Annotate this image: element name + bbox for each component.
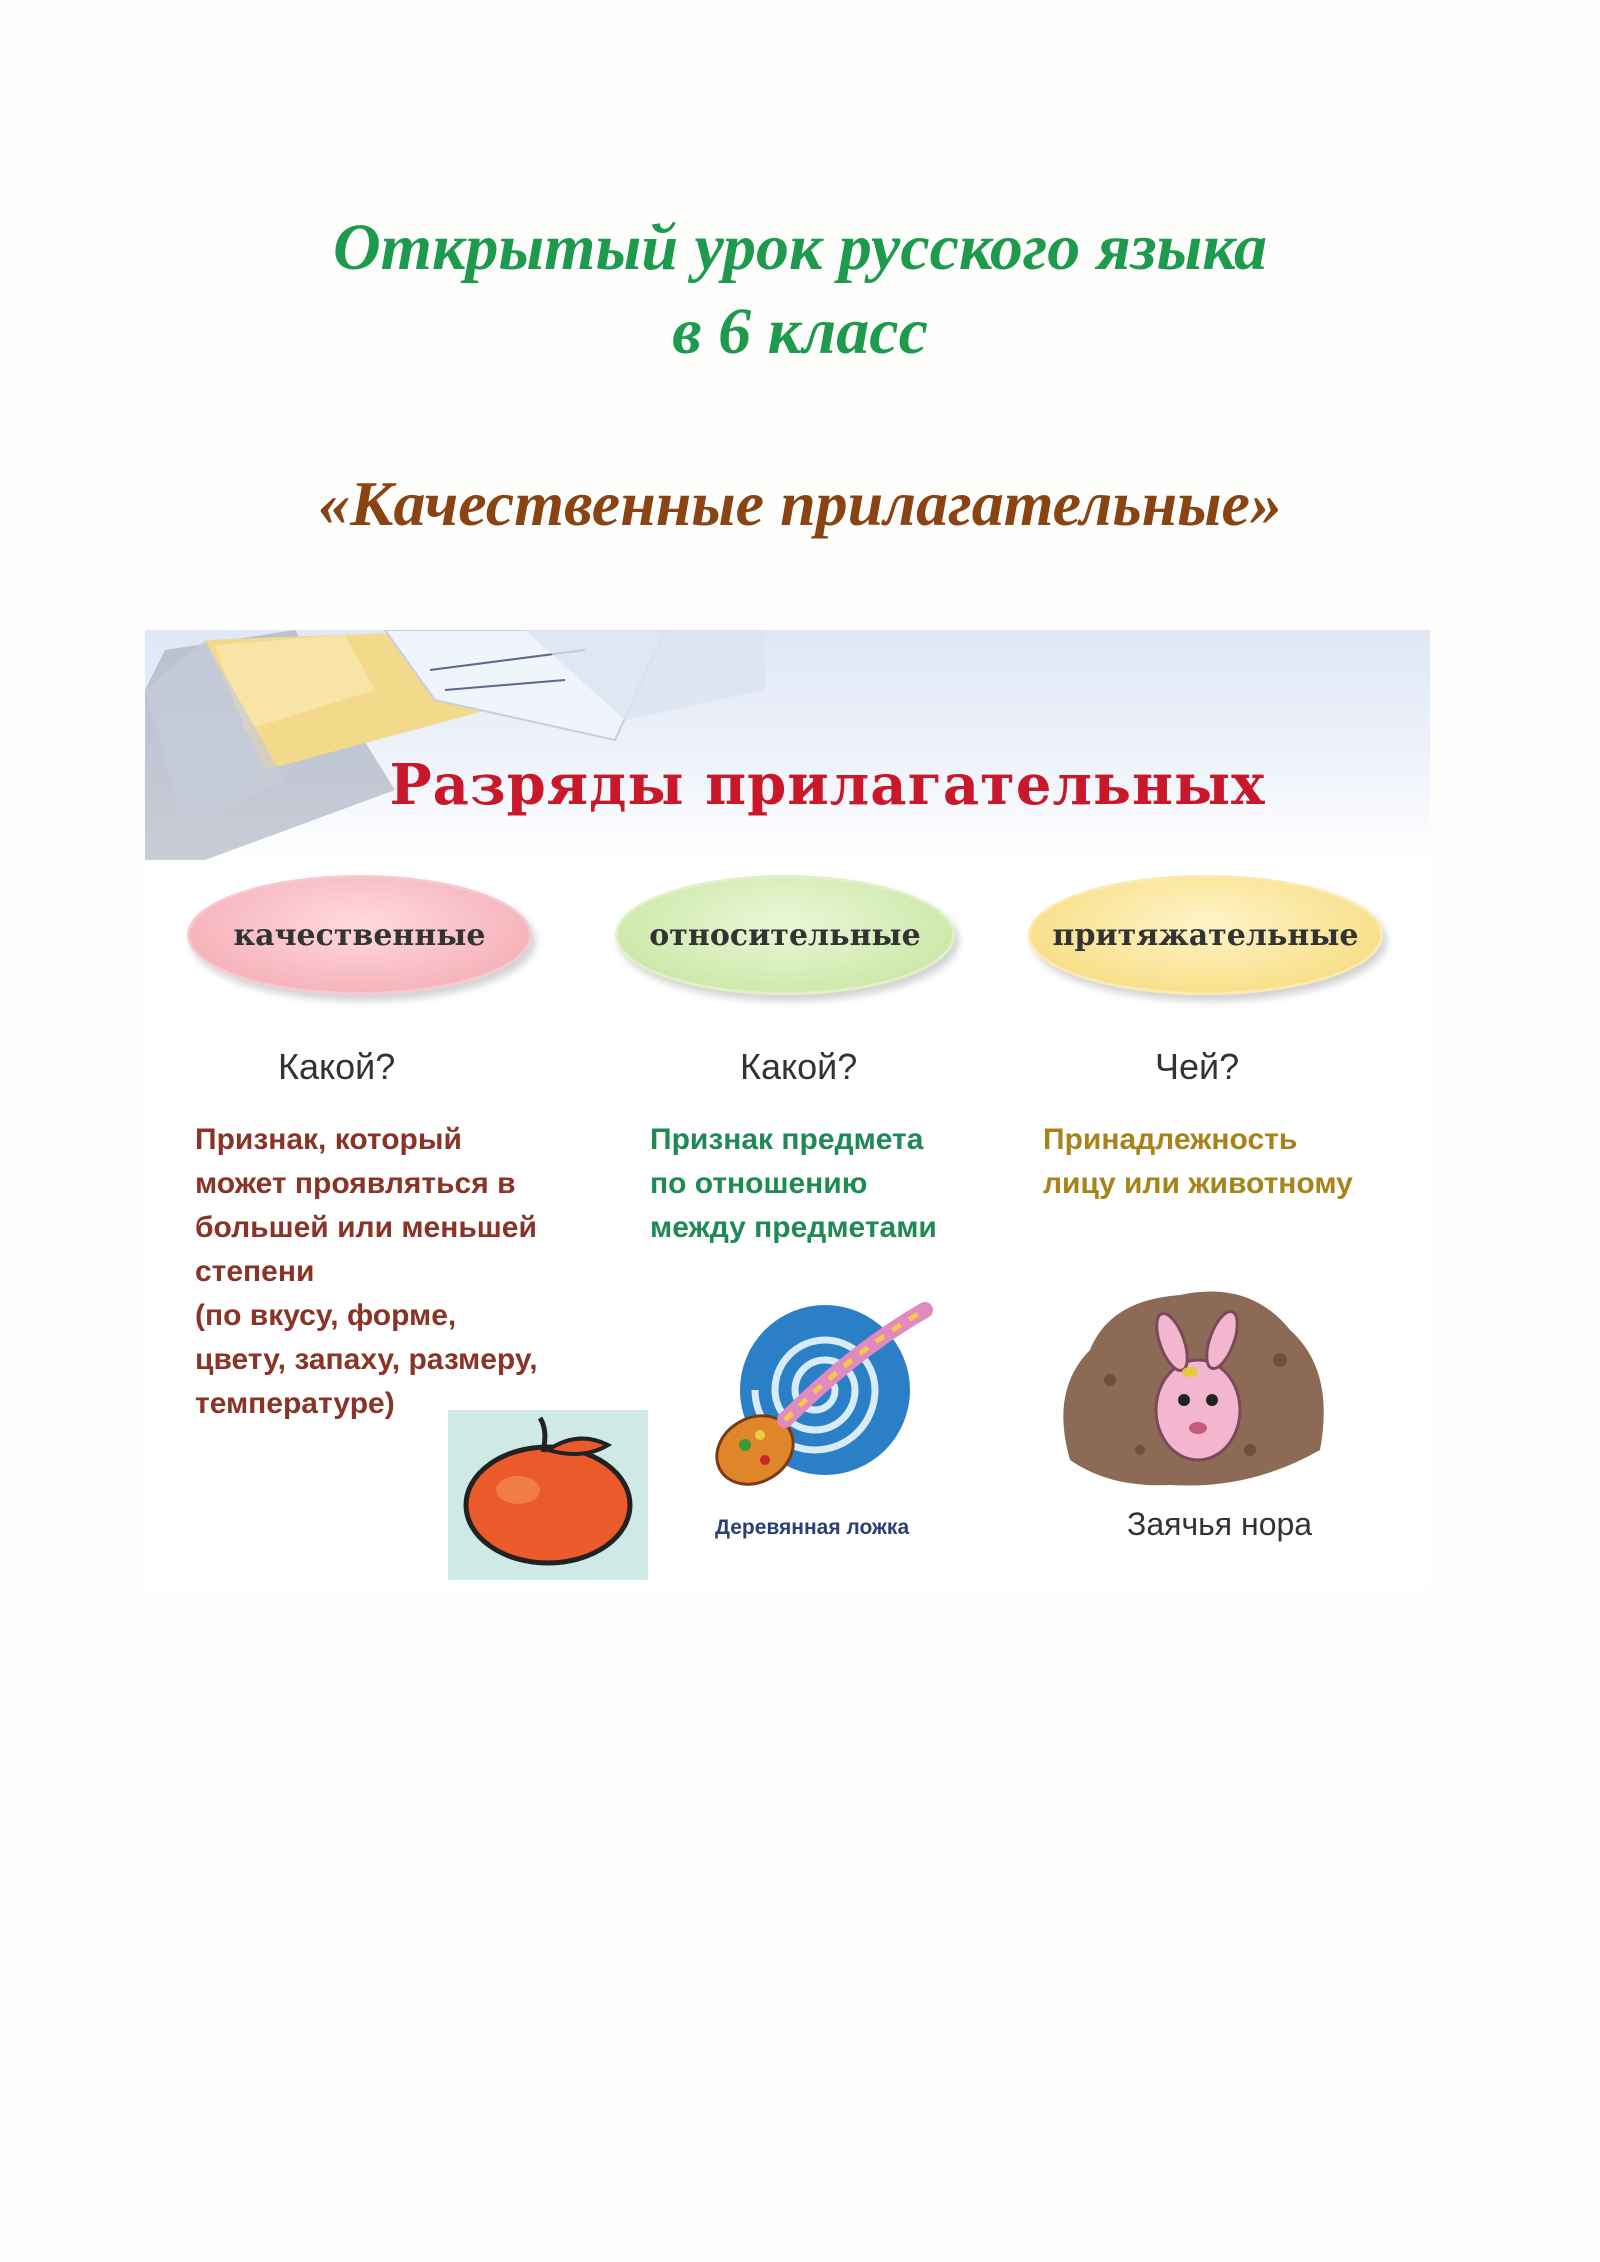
description-relative: Признак предмета по отношению между предметами xyxy=(650,1123,937,1244)
notebook-papers-illustration xyxy=(145,630,765,860)
hare-burrow-picture xyxy=(1050,1260,1340,1500)
apple-picture xyxy=(448,1410,648,1580)
document-title-line-2: в 6 класс xyxy=(672,295,928,368)
description-possessive: Принадлежность лицу или животному xyxy=(1043,1123,1353,1200)
question-possessive: Чей? xyxy=(1155,1046,1240,1087)
document-subtitle: «Качественные прилагательные» xyxy=(318,468,1282,539)
slide-image xyxy=(145,630,1430,1590)
category-oval-qualitative: качественные xyxy=(187,875,532,995)
wooden-spoon-picture xyxy=(705,1290,945,1510)
description-qualitative: Признак, который может проявляться в большей или меньшей степени (по вкусу, форме, цвету, запаху, размеру, температуре) xyxy=(195,1123,538,1420)
document-title-line-1: Открытый урок русского языка xyxy=(332,211,1268,284)
caption-wooden-spoon: Деревянная ложка xyxy=(715,1516,910,1539)
category-oval-possessive: притяжательные xyxy=(1028,875,1383,995)
category-oval-relative: относительные xyxy=(615,875,955,995)
slide-banner xyxy=(145,630,1430,860)
question-relative: Какой? xyxy=(740,1046,858,1087)
slide-heading: Разряды прилагательных xyxy=(389,752,1266,818)
apple-icon xyxy=(448,1410,648,1580)
caption-hare-burrow: Заячья нора xyxy=(1127,1506,1313,1542)
question-qualitative: Какой? xyxy=(278,1046,396,1087)
